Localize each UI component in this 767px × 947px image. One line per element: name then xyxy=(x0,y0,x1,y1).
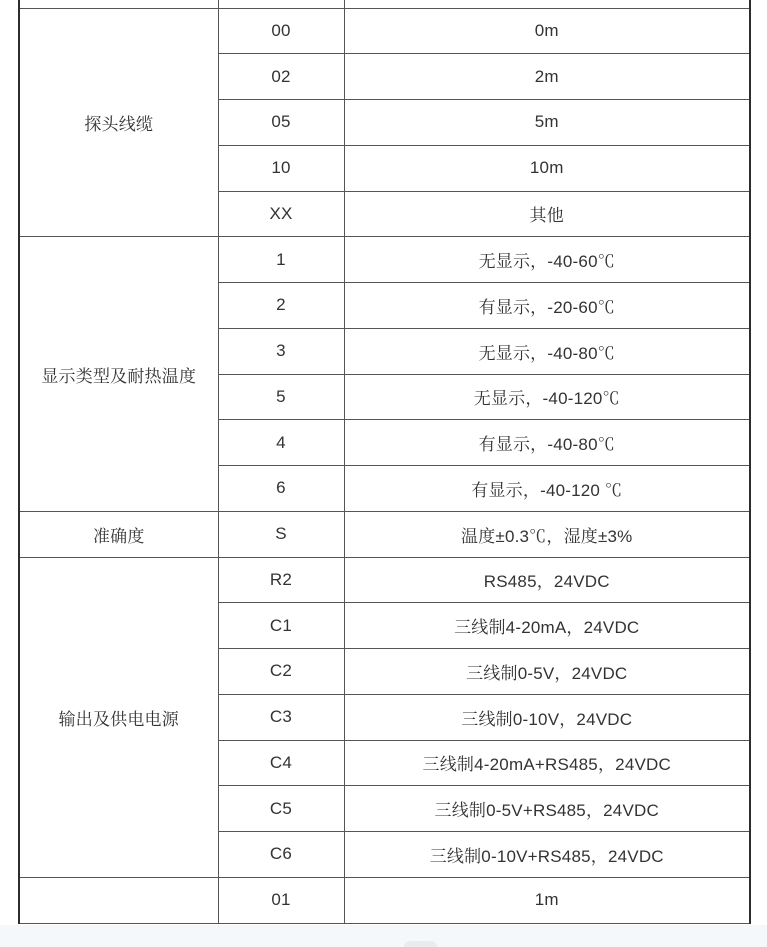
table-row xyxy=(19,557,750,603)
code-cell: 00 xyxy=(218,8,344,54)
desc-cell: 三线制4-20mA+RS485，24VDC xyxy=(344,740,750,786)
code-cell: 1 xyxy=(218,237,344,283)
code-cell: 3 xyxy=(218,328,344,374)
code-cell: C1 xyxy=(218,603,344,649)
page-background-strip xyxy=(0,925,767,947)
code-cell: 10 xyxy=(218,145,344,191)
rounded-element-peek xyxy=(404,941,437,947)
category-cell: 准确度 xyxy=(19,511,218,557)
desc-cell: 有显示，-20-60℃ xyxy=(344,283,750,329)
code-cell: XX xyxy=(218,191,344,237)
desc-cell: 无显示，-40-80℃ xyxy=(344,328,750,374)
desc-cell: 温度±0.3℃，湿度±3% xyxy=(344,511,750,557)
code-cell: 2 xyxy=(218,283,344,329)
desc-cell: 三线制0-10V+RS485，24VDC xyxy=(344,832,750,878)
code-cell: 4 xyxy=(218,420,344,466)
code-cell: C2 xyxy=(218,649,344,695)
category-cell: 显示类型及耐热温度 xyxy=(19,237,218,512)
category-cell: 探头线缆 xyxy=(19,8,218,237)
table-row xyxy=(19,877,750,923)
desc-cell: 三线制4-20mA，24VDC xyxy=(344,603,750,649)
category-cell: 输出及供电电源 xyxy=(19,557,218,877)
desc-cell: 2m xyxy=(344,54,750,100)
desc-cell: 无显示，-40-60℃ xyxy=(344,237,750,283)
desc-cell: 0m xyxy=(344,8,750,54)
desc-cell: 有显示，-40-120 ℃ xyxy=(344,466,750,512)
code-cell: 01 xyxy=(218,877,344,923)
desc-cell: 1m xyxy=(344,877,750,923)
code-cell: S xyxy=(218,511,344,557)
table-row xyxy=(19,511,750,557)
table-row xyxy=(19,0,750,8)
category-cell xyxy=(19,0,218,8)
desc-cell: 三线制0-10V，24VDC xyxy=(344,694,750,740)
code-cell: C3 xyxy=(218,694,344,740)
desc-cell: 有显示，-40-80℃ xyxy=(344,420,750,466)
desc-cell: 10m xyxy=(344,145,750,191)
desc-cell: 无显示，-40-120℃ xyxy=(344,374,750,420)
desc-cell xyxy=(344,0,750,8)
code-cell: 05 xyxy=(218,100,344,146)
code-cell: C6 xyxy=(218,832,344,878)
code-cell: R2 xyxy=(218,557,344,603)
code-cell: C4 xyxy=(218,740,344,786)
code-cell: 6 xyxy=(218,466,344,512)
code-cell: 02 xyxy=(218,54,344,100)
table-row xyxy=(19,237,750,283)
desc-cell: 5m xyxy=(344,100,750,146)
code-cell: 5 xyxy=(218,374,344,420)
desc-cell: RS485，24VDC xyxy=(344,557,750,603)
table-row xyxy=(19,8,750,54)
category-cell xyxy=(19,877,218,923)
desc-cell: 三线制0-5V，24VDC xyxy=(344,649,750,695)
desc-cell: 三线制0-5V+RS485，24VDC xyxy=(344,786,750,832)
code-cell xyxy=(218,0,344,8)
desc-cell: 其他 xyxy=(344,191,750,237)
spec-table xyxy=(18,0,751,924)
code-cell: C5 xyxy=(218,786,344,832)
